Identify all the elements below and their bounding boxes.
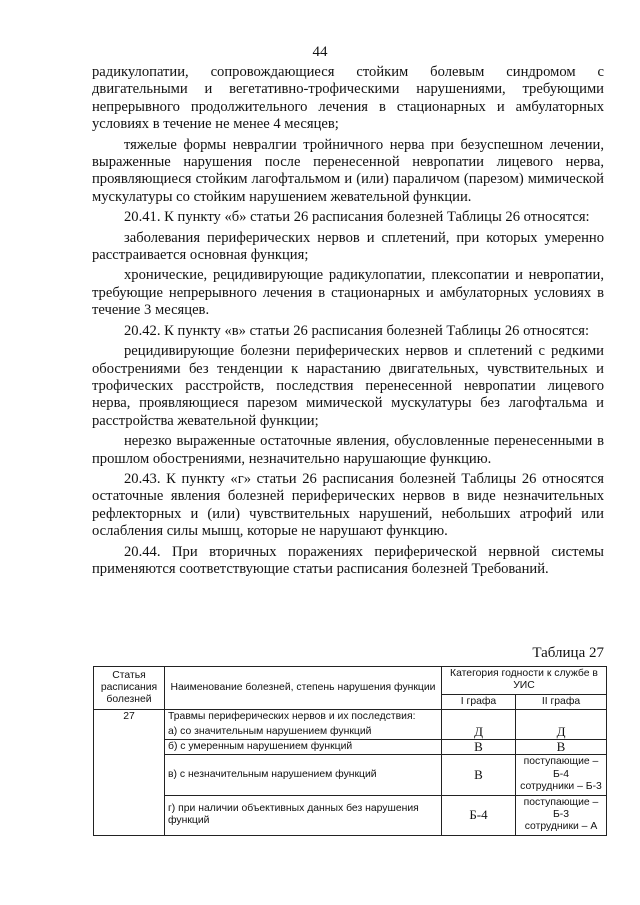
row-col2-line: поступающие – Б-4 [523,756,599,780]
paragraph: хронические, рецидивирующие радикулопатии, плексопатии и невропатии, требующие непрерывного лечения в стационарных и амбулаторных условиях в течение 3 месяцев. [92,267,604,319]
row-col2-line: поступающие – Б-3 [523,796,599,821]
paragraph: нерезко выраженные остаточные явления, обусловленные перенесенными в прошлом обострениями, незначительно нарушающие функцию. [92,433,604,467]
header-category: Категория годности к службе в УИС [442,667,607,695]
header-col1: I графа [442,694,516,709]
row-intro: Травмы периферических нервов и их последствия: [165,710,442,725]
row-name: а) со значительным нарушением функций [165,725,442,740]
row-col1: В [442,740,516,755]
row-name: в) с незначительным нарушением функций [165,755,442,795]
table-row [94,710,607,725]
row-col2 [516,795,607,835]
paragraph: заболевания периферических нервов и сплетений, при которых умеренно расстраивается основная функция; [92,229,604,264]
header-col2: II графа [516,694,607,709]
table-caption: Таблица 27 [532,645,604,661]
article-number: 27 [94,710,165,836]
table-row [94,725,607,740]
paragraph: 20.41. К пункту «б» статьи 26 расписания болезней Таблицы 26 относятся: [124,209,590,226]
row-name: б) с умеренным нарушением функций [165,740,442,755]
row-col2: Д [516,725,607,740]
table-27 [93,666,607,836]
page-number: 44 [312,44,328,60]
row-col2 [516,755,607,795]
table-row [94,740,607,755]
row-col1: Б-4 [442,795,516,835]
row-col2: В [516,740,607,755]
paragraph: рецидивирующие болезни периферических нервов и сплетений с редкими обострениями без тенденции к нарастанию двигательных, чувствительных и трофических расстройств, последствия перенесенной невропатии лицевого нерва, проявляющиеся парезом мимической мускулатуры без лагофтальма и расстройства жевательной функции; [92,343,604,429]
row-col1: В [442,755,516,795]
table-row [94,795,607,835]
paragraph: 20.43. К пункту «г» статьи 26 расписания болезней Таблицы 26 относятся остаточные явления болезней периферических нервов в виде незначительных рефлекторных и (или) чувствительных нарушений, небольших атрофий или ослабления силы мышц, которые не нарушают функцию. [92,470,604,540]
header-name: Наименование болезней, степень нарушения функции [165,667,442,710]
paragraph: тяжелые формы невралгии тройничного нерва при безуспешном лечении, выраженные нарушения после перенесенной невропатии лицевого нерва, проявляющиеся стойким лагофтальмом и (или) параличом (парезом) мимической мускулатуры со стойким нарушением жевательной функции. [92,136,604,205]
paragraph: 20.42. К пункту «в» статьи 26 расписания болезней Таблицы 26 относятся: [124,322,590,339]
row-col2-line: сотрудники – А [524,821,598,833]
paragraph: радикулопатии, сопровождающиеся стойким болевым синдромом с двигательными и вегетативно-трофическими нарушениями, требующими непрерывного продолжительного лечения в стационарных и амбулаторных условиях в течение не менее 4 месяцев; [92,64,604,133]
row-col2-line: сотрудники – Б-3 [520,781,602,793]
table-row [94,755,607,795]
row-name: г) при наличии объективных данных без нарушения функций [165,795,442,835]
paragraph: 20.44. При вторичных поражениях периферической нервной системы применяются соответствующие статьи расписания болезней Требований. [92,543,604,577]
document-body [92,64,604,581]
row-col1: Д [442,725,516,740]
header-article: Статья расписания болезней [94,667,165,710]
